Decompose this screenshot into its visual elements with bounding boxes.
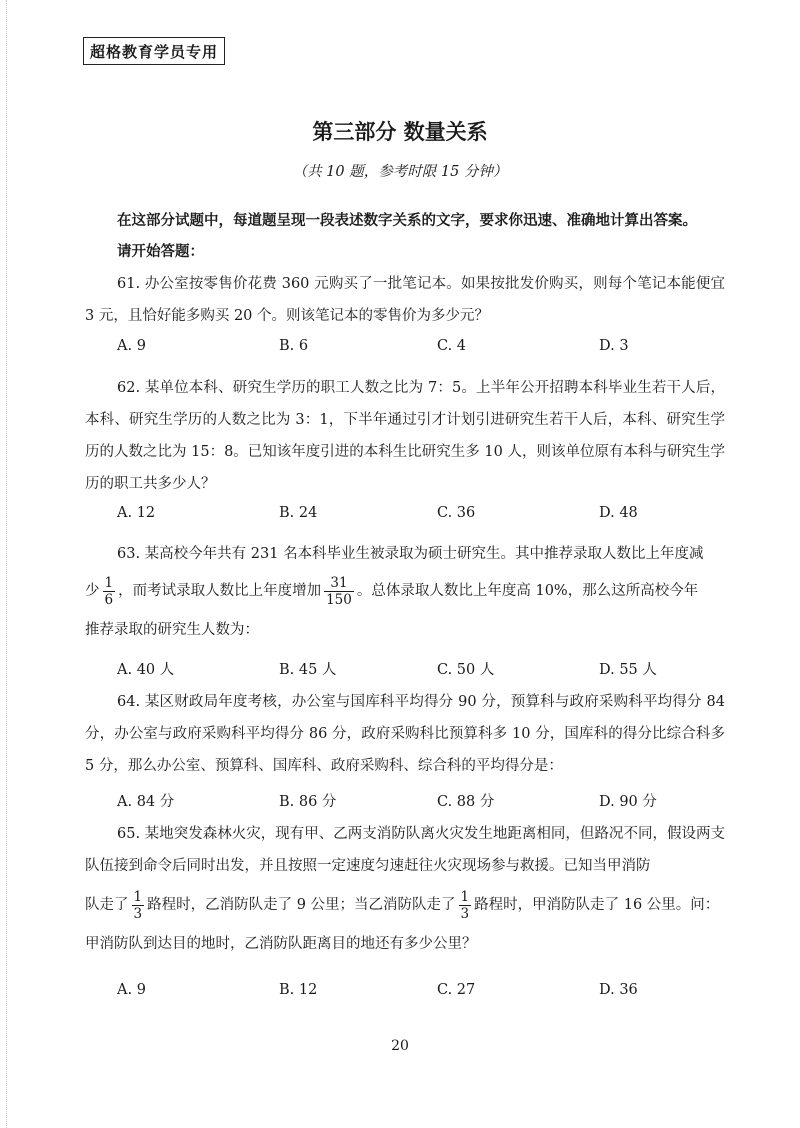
question-65 xyxy=(85,818,725,960)
option-a: A. 9 xyxy=(117,338,146,354)
question-61-options xyxy=(117,338,737,362)
option-b: B. 12 xyxy=(279,982,318,998)
question-65-text-c: 路程时，甲消防队走了 16 公里。问： xyxy=(474,897,720,913)
fraction-denominator: 3 xyxy=(133,905,143,922)
question-63-text-a: 少 xyxy=(85,583,100,599)
section-instructions xyxy=(85,206,725,268)
option-a: A. 40 人 xyxy=(117,662,175,678)
fraction-denominator: 150 xyxy=(326,591,352,608)
question-65-lines12: 65. 某地突发森林火灾，现有甲、乙两支消防队离火灾发生地距离相同，但路况不同，假设两支队伍接到命令后同时出发，并且按照一定速度匀速赶往火灾现场参与救援。已知当甲消防 xyxy=(85,826,725,874)
option-d: D. 3 xyxy=(599,338,629,354)
option-c: C. 36 xyxy=(437,505,476,521)
question-62-text: 62. 某单位本科、研究生学历的职工人数之比为 7：5。上半年公开招聘本科毕业生若干人后，本科、研究生学历的人数之比为 3：1，下半年通过引才计划引进研究生若干人后，本科、研究生学历的人数之比为 15：8。已知该年度引进的本科生比研究生多 10 人，则该单位原有本科与研究生学历的职工共多少人？ xyxy=(85,380,725,492)
option-c: C. 88 分 xyxy=(437,794,495,810)
fraction-one-third xyxy=(132,889,145,922)
fraction-numerator: 1 xyxy=(104,574,114,591)
fraction-one-sixth xyxy=(103,575,116,608)
fraction-numerator: 31 xyxy=(324,575,354,592)
instructions-text: 在这部分试题中，每道题呈现一段表述数字关系的文字，要求你迅速、准确地计算出答案。 xyxy=(117,213,697,229)
fraction-numerator: 1 xyxy=(460,888,470,905)
fraction-denominator: 6 xyxy=(104,591,114,608)
start-prompt: 请开始答题： xyxy=(117,244,204,260)
option-b: B. 24 xyxy=(279,505,318,521)
question-63-text-b: ，而考试录取人数比上年度增加 xyxy=(118,583,322,599)
option-b: B. 45 人 xyxy=(279,662,337,678)
option-c: C. 50 人 xyxy=(437,662,495,678)
option-d: D. 48 xyxy=(599,505,638,521)
question-65-text-a: 队走了 xyxy=(85,897,129,913)
question-61 xyxy=(85,268,725,332)
fraction-31-over-150 xyxy=(324,575,354,608)
question-64-text: 64. 某区财政局年度考核，办公室与国库科平均得分 90 分，预算科与政府采购科平均得分 84 分，办公室与政府采购科平均得分 86 分，政府采购科比预算科多 10 分，国库科的得分比综合科多 5 分，那么办公室、预算科、国库科、政府采购科、综合科的平均得分是： xyxy=(85,694,725,774)
option-b: B. 86 分 xyxy=(279,794,337,810)
option-c: C. 27 xyxy=(437,982,476,998)
option-d: D. 36 xyxy=(599,982,638,998)
option-b: B. 6 xyxy=(279,338,309,354)
question-63-options xyxy=(117,658,737,682)
question-63 xyxy=(85,539,725,645)
question-64 xyxy=(85,686,725,782)
page-number: 20 xyxy=(391,1038,409,1054)
question-65-options xyxy=(117,982,737,1006)
fraction-one-third xyxy=(459,889,472,922)
question-64-options xyxy=(117,790,737,814)
question-63-text-c: 。总体录取人数比上年度高 10%，那么这所高校今年 xyxy=(356,583,699,599)
question-63-line1: 63. 某高校今年共有 231 名本科毕业生被录取为硕士研究生。其中推荐录取人数比上年度减 xyxy=(117,546,704,562)
question-62 xyxy=(85,372,725,500)
question-61-text: 61. 办公室按零售价花费 360 元购买了一批笔记本。如果按批发价购买，则每个笔记本能便宜 3 元，且恰好能多购买 20 个。则该笔记本的零售价为多少元？ xyxy=(85,276,725,324)
option-d: D. 90 分 xyxy=(599,794,657,810)
option-d: D. 55 人 xyxy=(599,662,657,678)
section-title: 第三部分 数量关系 xyxy=(312,120,488,144)
option-a: A. 12 xyxy=(117,505,156,521)
question-65-text-b: 路程时，乙消防队走了 9 公里；当乙消防队走了 xyxy=(147,897,456,913)
question-62-options xyxy=(117,505,737,529)
fraction-denominator: 3 xyxy=(460,905,470,922)
student-stamp: 超格教育学员专用 xyxy=(83,37,225,65)
section-subtitle: （共 10 题，参考时限 15 分钟） xyxy=(292,164,508,180)
fraction-numerator: 1 xyxy=(133,888,143,905)
option-a: A. 9 xyxy=(117,982,146,998)
option-c: C. 4 xyxy=(437,338,467,354)
question-63-line3: 推荐录取的研究生人数为： xyxy=(85,622,259,638)
question-65-line4: 甲消防队到达目的地时，乙消防队距离目的地还有多少公里？ xyxy=(85,936,477,952)
option-a: A. 84 分 xyxy=(117,794,175,810)
